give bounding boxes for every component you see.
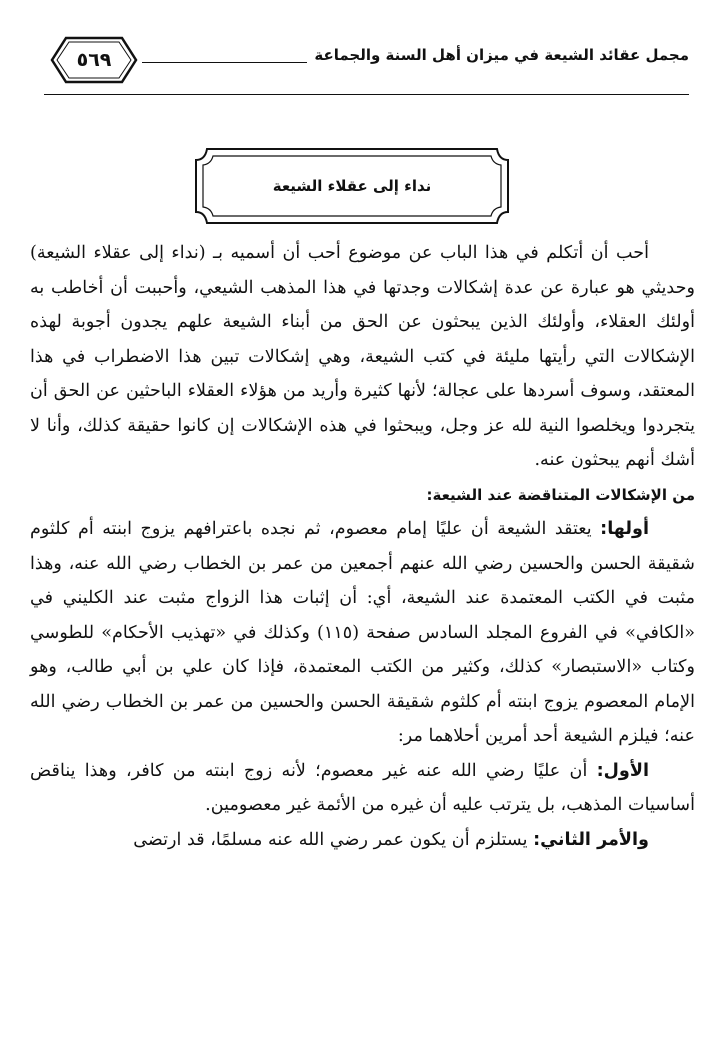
header-dash (142, 62, 307, 63)
intro-paragraph: أحب أن أتكلم في هذا الباب عن موضوع أحب أن أسميه بـ (نداء إلى عقلاء الشيعة) وحديثي هو عبارة عن عدة إشكالات وجدتها في هذا المذهب الشيعي، وأحببت أن أخاطب به أولئك العقلاء، وأولئك الذين يبحثون عن الحق من أبناء الشيعة علهم يجدون أجوبة لهذه الإشكالات التي رأيتها مليئة في كتب الشيعة، وهي إشكالات تبين هذا الاضطراب في هذا المعتقد، وسوف أسردها على عجالة؛ لأنها كثيرة وأريد من هؤلاء العقلاء الباحثين عن الحق أن يتجردوا ويخلصوا النية لله عز وجل، ويبحثوا في هذه الإشكالات إن كانوا حقيقة كذلك، وأنا لا أشك أنهم يبحثون عنه. (30, 243, 695, 470)
first-point-paragraph (30, 512, 695, 754)
first-point-text: يعتقد الشيعة أن عليًا إمام معصوم، ثم نجده باعترافهم يزوج ابنته أم كلثوم شقيقة الحسن والحسين رضي الله عنهم أجمعين من عمر بن الخطاب رضي الله عنه، وهذا مثبت في الكتب المعتمدة عند الشيعة، أي: أن إثبات هذا الزواج مثبت عند الكليني في «الكافي» في الفروع المجلد السادس صفحة (١١٥) وكذلك في «تهذيب الأحكام» للطوسي وكتاب «الاستبصار» كذلك، وكثير من الكتب المعتمدة، فإذا كان علي بن أبي طالب، وهو الإمام المعصوم يزوج ابنته أم كلثوم شقيقة الحسن والحسين من عمر بن الخطاب رضي الله عنه؛ فيلزم الشيعة أحد أمرين أحلاهما مر: (30, 519, 695, 746)
section-title: نداء إلى عقلاء الشيعة (272, 177, 432, 195)
page-number-badge (50, 36, 138, 84)
body-text (30, 236, 695, 857)
section-title-box (193, 146, 511, 226)
subheading (30, 478, 695, 513)
second-matter-paragraph (30, 823, 695, 858)
header-divider (44, 94, 689, 95)
page-header (44, 32, 689, 98)
first-matter-label: الأول: (596, 760, 649, 781)
first-point-label: أولها: (600, 519, 649, 539)
subheading-text: من الإشكالات المتناقضة عند الشيعة: (426, 485, 695, 504)
first-matter-text: أن عليًا رضي الله عنه غير معصوم؛ لأنه زوج ابنته من كافر، وهذا يناقض أساسيات المذهب، بل يترتب عليه أن غيره من الأئمة غير معصومين. (30, 760, 695, 815)
first-matter-paragraph (30, 754, 695, 823)
second-matter-text: يستلزم أن يكون عمر رضي الله عنه مسلمًا، قد ارتضى (133, 829, 534, 850)
page-number: ٥٦٩ (76, 49, 112, 71)
second-matter-label: والأمر الثاني: (533, 829, 649, 850)
running-title: مجمل عقائد الشيعة في ميزان أهل السنة والجماعة (314, 46, 689, 64)
